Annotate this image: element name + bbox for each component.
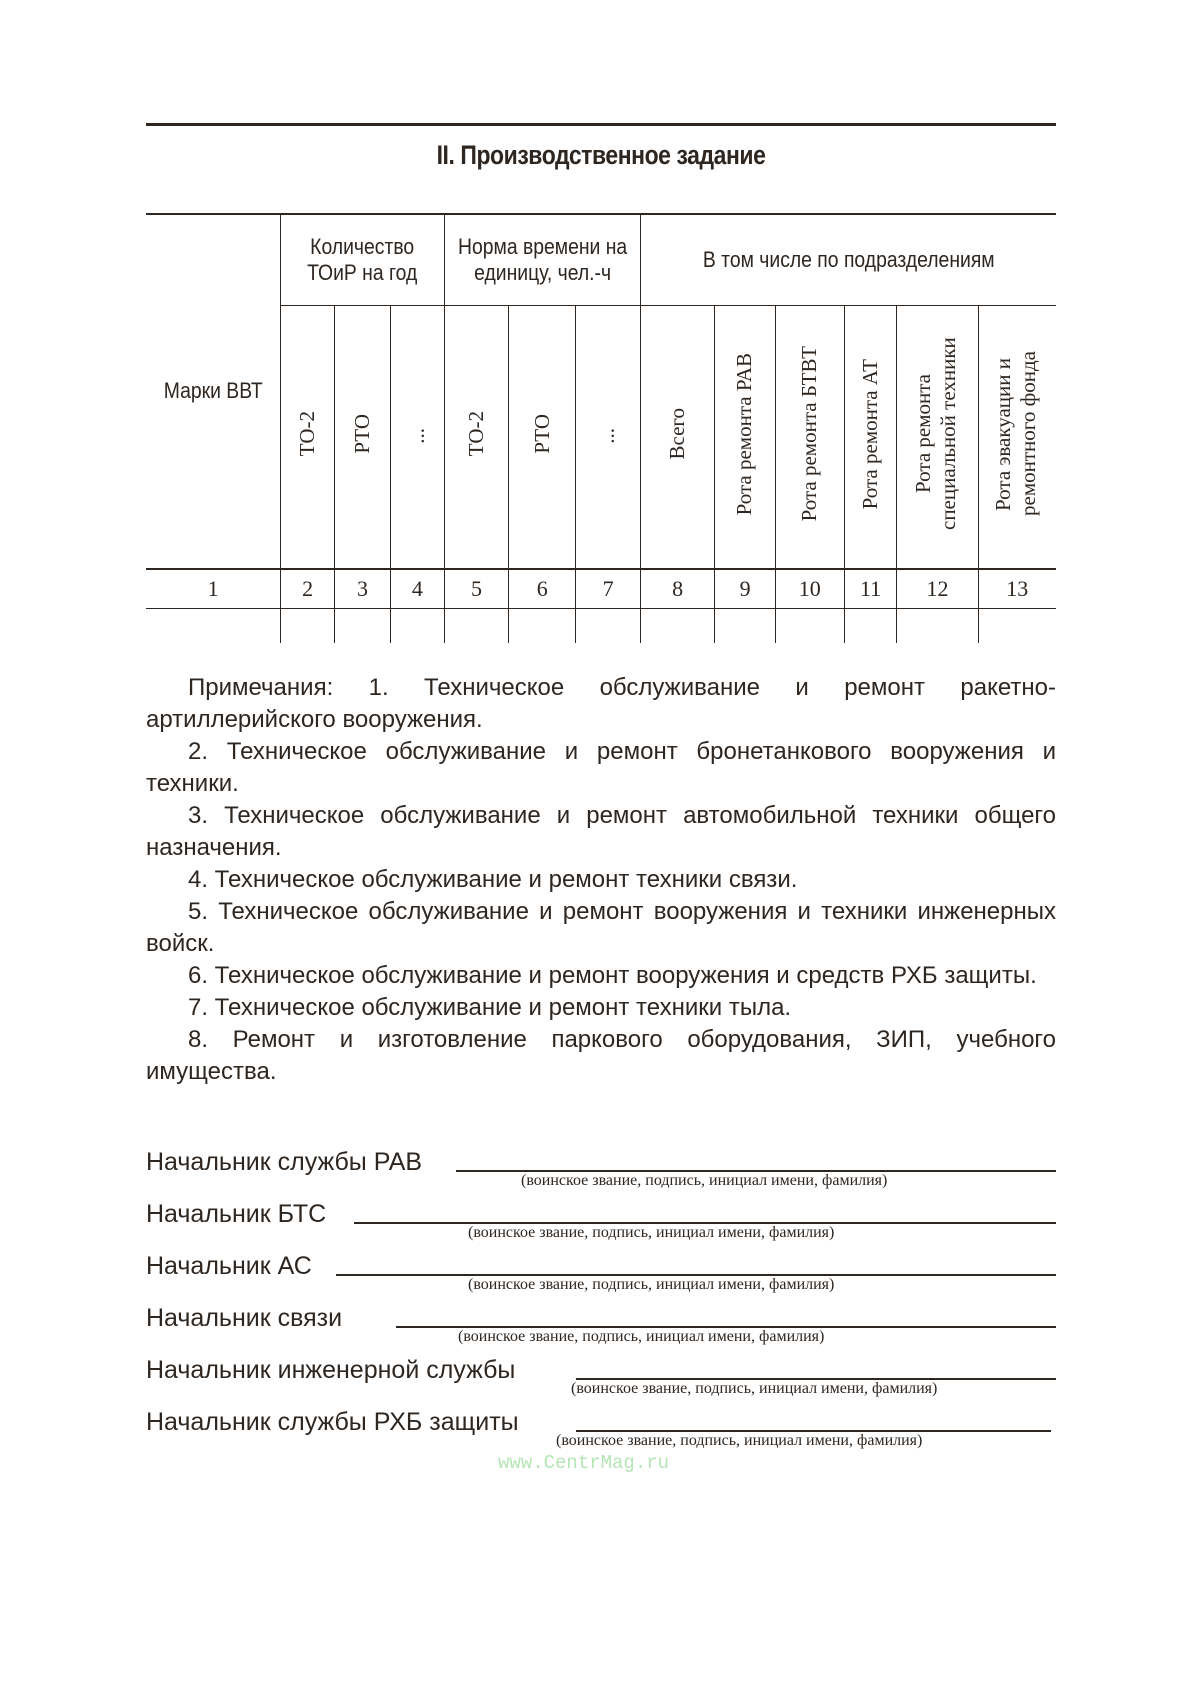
table-cell[interactable] <box>281 609 335 644</box>
header-btvt: Рота ремонта БТВТ <box>775 306 844 570</box>
header-special: Рота ремонта специальной техники <box>897 306 978 570</box>
header-norm-rto: РТО <box>509 306 576 570</box>
note-6: 6. Техническое обслуживание и ремонт вооружения и средств РХБ защиты. <box>188 962 1037 989</box>
signature-hint: (воинское звание, подпись, инициал имени, фамилия) <box>556 1432 923 1449</box>
section-title: II. Производственное задание <box>436 140 766 170</box>
column-numbers-row <box>146 569 1056 609</box>
table-cell[interactable] <box>978 609 1056 644</box>
header-norm-more: ... <box>576 306 641 570</box>
header-total: Всего <box>640 306 715 570</box>
col-num: 7 <box>576 569 641 609</box>
note-8: 8. Ремонт и изготовление паркового оборудования, ЗИП, учебного имущества. <box>146 1026 1056 1085</box>
signature-hint: (воинское звание, подпись, инициал имени, фамилия) <box>458 1328 825 1345</box>
signature-bts <box>146 1200 1056 1252</box>
signature-engineering <box>146 1356 1056 1408</box>
header-units-group: В том числе по подразделениям <box>640 214 1056 306</box>
signature-hint: (воинское звание, подпись, инициал имени, фамилия) <box>468 1224 835 1241</box>
signature-label: Начальник АС <box>146 1252 318 1280</box>
col-num: 4 <box>390 569 444 609</box>
header-qty-more: ... <box>390 306 444 570</box>
header-brands: Марки ВВТ <box>146 214 281 569</box>
table-cell[interactable] <box>844 609 897 644</box>
signature-label: Начальник службы РХБ защиты <box>146 1408 525 1436</box>
col-num: 12 <box>897 569 978 609</box>
table-cell[interactable] <box>640 609 715 644</box>
header-at: Рота ремонта АТ <box>844 306 897 570</box>
col-num: 1 <box>146 569 281 609</box>
table-cell[interactable] <box>390 609 444 644</box>
note-2: 2. Техническое обслуживание и ремонт бронетанкового вооружения и техники. <box>146 738 1056 797</box>
col-num: 6 <box>509 569 576 609</box>
col-num: 5 <box>444 569 509 609</box>
empty-entry-row <box>146 609 1056 644</box>
table-cell[interactable] <box>146 609 281 644</box>
notes <box>146 672 1056 1088</box>
signature-rav <box>146 1148 1056 1200</box>
signature-label: Начальник инженерной службы <box>146 1356 521 1384</box>
table-cell[interactable] <box>775 609 844 644</box>
header-rav: Рота ремонта РАВ <box>715 306 775 570</box>
table-cell[interactable] <box>509 609 576 644</box>
production-task-table <box>146 213 1056 643</box>
header-qty-to2: ТО-2 <box>281 306 335 570</box>
table-cell[interactable] <box>897 609 978 644</box>
note-1: Примечания: 1. Техническое обслуживание и ремонт ракетно-артиллерийского вооружения. <box>146 674 1056 733</box>
col-num: 11 <box>844 569 897 609</box>
signature-comms <box>146 1304 1056 1356</box>
table-cell[interactable] <box>715 609 775 644</box>
signature-label: Начальник связи <box>146 1304 348 1332</box>
signatures <box>146 1148 1056 1460</box>
header-qty-rto: РТО <box>335 306 391 570</box>
watermark: www.CentrMag.ru <box>498 1452 670 1474</box>
signature-hint: (воинское звание, подпись, инициал имени, фамилия) <box>571 1380 938 1397</box>
top-rule <box>146 123 1056 126</box>
table-cell[interactable] <box>335 609 391 644</box>
header-norm-to2: ТО-2 <box>444 306 509 570</box>
col-num: 13 <box>978 569 1056 609</box>
col-num: 3 <box>335 569 391 609</box>
signature-as <box>146 1252 1056 1304</box>
signature-label: Начальник службы РАВ <box>146 1148 428 1176</box>
note-4: 4. Техническое обслуживание и ремонт техники связи. <box>188 866 798 893</box>
header-quantity-group: Количество ТОиР на год <box>281 214 444 306</box>
table-cell[interactable] <box>444 609 509 644</box>
header-evac: Рота эвакуации и ремонтного фонда <box>978 306 1056 570</box>
signature-label: Начальник БТС <box>146 1200 332 1228</box>
note-7: 7. Техническое обслуживание и ремонт техники тыла. <box>188 994 792 1021</box>
note-5: 5. Техническое обслуживание и ремонт вооружения и техники инженерных войск. <box>146 898 1056 957</box>
col-num: 8 <box>640 569 715 609</box>
col-num: 2 <box>281 569 335 609</box>
note-3: 3. Техническое обслуживание и ремонт автомобильной техники общего назначения. <box>146 802 1056 861</box>
col-num: 10 <box>775 569 844 609</box>
table-cell[interactable] <box>576 609 641 644</box>
signature-hint: (воинское звание, подпись, инициал имени, фамилия) <box>521 1172 888 1189</box>
header-norm-group: Норма времени на единицу, чел.-ч <box>444 214 640 306</box>
col-num: 9 <box>715 569 775 609</box>
signature-hint: (воинское звание, подпись, инициал имени, фамилия) <box>468 1276 835 1293</box>
